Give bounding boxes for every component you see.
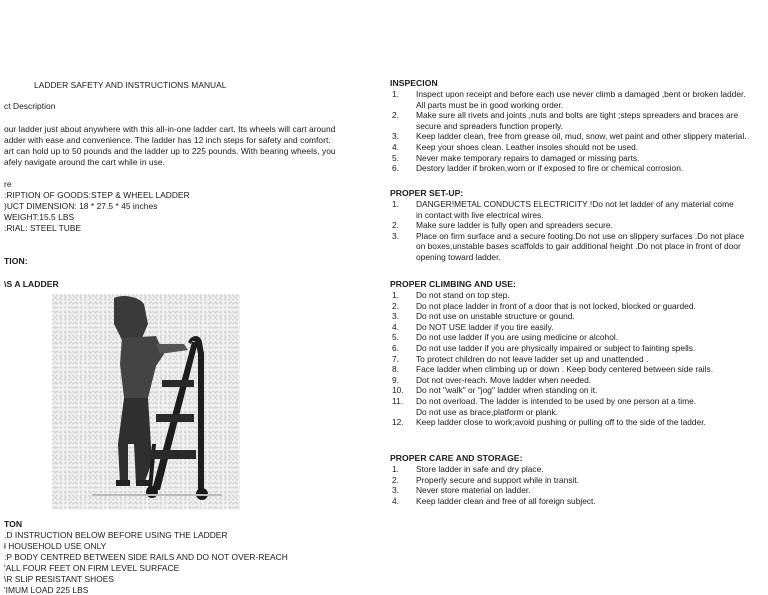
caution-line: \R SLIP RESISTANT SHOES xyxy=(4,574,115,584)
caution-heading: TON xyxy=(4,519,23,529)
item-text: Never make temporary repairs to damaged or missing parts. xyxy=(416,152,640,163)
item-text: Do not "walk" or "jog" ladder when standing on it. xyxy=(416,385,598,396)
item-text: Keep ladder close to work;avoid pushing or pulling off to the side of the ladder. xyxy=(416,417,706,428)
item-number: 3. xyxy=(392,131,399,142)
item-number: 9. xyxy=(392,374,399,385)
spec-line: :RIPTION OF GOODS:STEP & WHEEL LADDER xyxy=(4,190,190,200)
description-heading: ct Description xyxy=(4,101,56,111)
item-number: 2. xyxy=(392,220,399,231)
ladder-photo xyxy=(52,294,240,510)
item-number: 2. xyxy=(392,300,399,311)
item-number: 1. xyxy=(392,89,399,99)
item-number: 4. xyxy=(392,495,399,506)
item-number: 3. xyxy=(392,485,399,496)
caution-line: :P BODY CENTRED BETWEEN SIDE RAILS AND DO NOT OVER-REACH xyxy=(4,552,288,562)
climbing-heading: PROPER CLIMBING AND USE: xyxy=(390,279,516,289)
person-on-ladder-illustration xyxy=(52,294,240,510)
description-line: art can hold up to 50 pounds and the ladder up to 225 pounds. With bearing wheels, you xyxy=(4,146,336,156)
item-text: Keep your shoes clean. Leather insoles should not be used. xyxy=(416,141,639,152)
item-text: Do not use ladder if you are physically impaired or subject to fainting spells. xyxy=(416,342,696,353)
item-text: Place on firm surface and a secure footing.Do not use on slippery surfaces .Do not place xyxy=(416,230,745,241)
item-text: Store ladder in safe and dry place. xyxy=(416,464,544,474)
item-text: To protect children do not leave ladder set up and unattended . xyxy=(416,353,649,364)
setup-heading: PROPER SET-UP: xyxy=(390,188,464,198)
item-number: 12. xyxy=(392,417,404,428)
item-text: Make sure ladder is fully open and spreaders secure. xyxy=(416,220,613,231)
item-text: Destory ladder if broken,worn or if exposed to fire or chemical corrosion. xyxy=(416,163,684,174)
item-text: DANGER!METAL CONDUCTS ELECTRICITY !Do not let ladder of any material come xyxy=(416,199,734,209)
caution-line: .D INSTRUCTION BELOW BEFORE USING THE LADDER xyxy=(4,530,228,540)
section-heading: TION: xyxy=(4,256,28,266)
item-number: 2. xyxy=(392,474,399,485)
item-text: Inspect upon receipt and before each use never climb a damaged ,bent or broken ladder. xyxy=(416,89,746,99)
item-number: 5. xyxy=(392,332,399,343)
description-line: afely navigate around the cart while in use. xyxy=(4,157,165,167)
item-number: 2. xyxy=(392,110,399,121)
item-text: Do not overload. The ladder is intended to be used by one person at a time. xyxy=(416,395,697,406)
inspection-heading: INSPECION xyxy=(390,78,438,88)
item-text: Keep ladder clean, free from grease oil, mud, snow, wet paint and other slippery material. xyxy=(416,131,747,142)
spec-line: )UCT DIMENSION: 18 * 27.5 * 45 inches xyxy=(4,201,158,211)
item-number: 6. xyxy=(392,163,399,174)
item-text: opening toward ladder. xyxy=(416,251,501,262)
use-heading: \S A LADDER xyxy=(4,279,59,289)
spec-line: WEIGHT:15.5 LBS xyxy=(4,212,75,222)
spec-line: :RIAL: STEEL TUBE xyxy=(4,223,82,233)
item-number: 1. xyxy=(392,199,399,209)
item-number: 10. xyxy=(392,385,404,396)
care-heading: PROPER CARE AND STORAGE: xyxy=(390,453,523,463)
item-text: Do not use on unstable structure or gound. xyxy=(416,311,575,322)
item-number: 4. xyxy=(392,141,399,152)
item-number: 6. xyxy=(392,342,399,353)
item-number: 5. xyxy=(392,152,399,163)
caution-line: 'ALL FOUR FEET ON FIRM LEVEL SURFACE xyxy=(4,563,180,573)
item-text: Do not place ladder in front of a door that is not locked, blocked or guarded. xyxy=(416,300,696,311)
item-number: 4. xyxy=(392,321,399,332)
caution-line: 'IMUM LOAD 225 LBS xyxy=(4,585,89,595)
manual-title: LADDER SAFETY AND INSTRUCTIONS MANUAL xyxy=(34,80,227,90)
item-text: Keep ladder clean and free of all foreign subject. xyxy=(416,495,596,506)
caution-line: ł HOUSEHOLD USE ONLY xyxy=(4,541,107,551)
item-text: Properly secure and support while in transit. xyxy=(416,474,579,485)
item-text: Face ladder when climbing up or down . Keep body centered between side rails. xyxy=(416,364,714,375)
spec-heading: re xyxy=(4,179,12,189)
item-text: Dot not over-reach. Move ladder when needed. xyxy=(416,374,592,385)
item-text: Never store material on ladder. xyxy=(416,485,531,496)
description-line: our ladder just about anywhere with this all-in-one ladder cart. Its wheels will cart around xyxy=(4,124,336,134)
item-number: 8. xyxy=(392,364,399,375)
item-text: All parts must be in good working order. xyxy=(416,99,564,110)
item-number: 1. xyxy=(392,290,399,300)
item-number: 11. xyxy=(392,395,404,406)
item-number: 3. xyxy=(392,311,399,322)
item-text: secure and spreaders function properly. xyxy=(416,120,563,131)
item-text: Do NOT USE ladder if you tire easily. xyxy=(416,321,554,332)
item-text: Do not use as brace,platform or plank. xyxy=(416,406,558,417)
item-number: 7. xyxy=(392,353,399,364)
item-text: Do not stand on top step. xyxy=(416,290,510,300)
item-text: on boxes,unstable bases scaffolds to gair additional height .Do not place in front of door xyxy=(416,241,741,252)
item-number: 1. xyxy=(392,464,399,474)
item-text: in contact with live electrical wires. xyxy=(416,209,544,220)
description-line: adder with ease and convenience. The ladder has 12 inch steps for safety and comfort. xyxy=(4,135,331,145)
item-text: Do not use ladder if you are using medicine or alcohol. xyxy=(416,332,619,343)
item-text: Make sure all rivets and joints ,nuts and bolts are tight ;steps spreaders and braces are xyxy=(416,110,739,121)
item-number: 3. xyxy=(392,230,399,241)
